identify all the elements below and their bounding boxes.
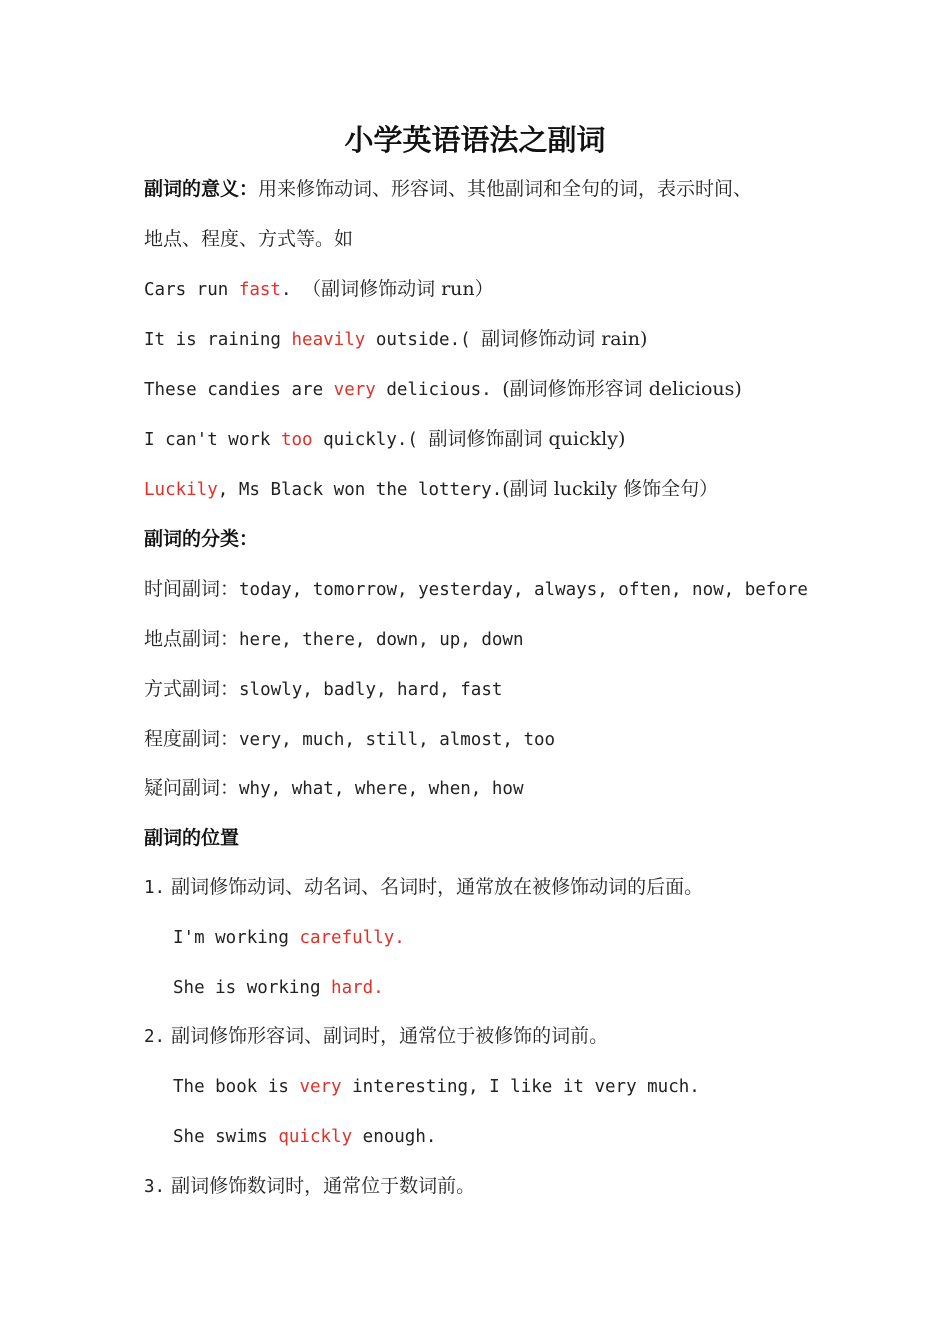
classification-label: 时间副词：	[144, 578, 240, 600]
example-note: 副词修饰副词 quickly)	[428, 428, 626, 450]
position-heading: 副词的位置	[144, 827, 240, 849]
classification-item	[144, 774, 524, 803]
classification-item	[144, 675, 502, 704]
classification-label: 程度副词：	[144, 728, 240, 750]
rule-text: 副词修饰形容词、副词时，通常位于被修饰的词前。	[171, 1025, 609, 1047]
example-before: The book is	[173, 1077, 300, 1097]
example-after: , Ms Black won the lottery.	[217, 480, 503, 500]
example-adverb: very	[299, 1077, 342, 1097]
example-after: interesting, I like it very much.	[341, 1077, 700, 1097]
meaning-line-1	[144, 175, 752, 203]
example-adverb: quickly	[278, 1127, 353, 1147]
classification-item	[144, 575, 808, 604]
rule-2	[144, 1022, 608, 1051]
rule-1	[144, 873, 703, 902]
example-before: Cars run	[144, 280, 239, 300]
classification-label: 疑问副词：	[144, 777, 240, 799]
example-note: 副词修饰动词 rain)	[481, 328, 648, 350]
example-line	[144, 275, 494, 304]
example-adverb: very	[333, 380, 376, 400]
example-note: （副词修饰动词 run）	[302, 278, 494, 300]
classification-heading: 副词的分类：	[144, 528, 259, 550]
classification-words: why, what, where, when, how	[239, 779, 524, 799]
example-adverb: hard.	[331, 978, 384, 998]
example-adverb: fast	[238, 280, 281, 300]
meaning-text-1: 用来修饰动词、形容词、其他副词和全句的词，表示时间、	[258, 178, 753, 200]
meaning-line-2: 地点、程度、方式等。如	[144, 228, 354, 250]
example-before: I can't work	[144, 430, 281, 450]
example-adverb: too	[280, 430, 313, 450]
classification-words: slowly, badly, hard, fast	[239, 680, 503, 700]
rule-text: 副词修饰数词时，通常位于数词前。	[171, 1175, 476, 1197]
example-after: outside.(	[365, 330, 482, 350]
example-after: delicious.	[375, 380, 503, 400]
example-before: I'm working	[173, 928, 300, 948]
classification-words: here, there, down, up, down	[239, 630, 524, 650]
classification-label: 方式副词：	[144, 678, 240, 700]
example-adverb: heavily	[291, 330, 366, 350]
example-after: enough.	[352, 1127, 437, 1147]
classification-item	[144, 725, 555, 754]
classification-label: 地点副词：	[144, 628, 240, 650]
example-line	[144, 325, 647, 354]
example-adverb: Luckily	[144, 480, 218, 500]
rule-example	[173, 1122, 436, 1151]
meaning-heading: 副词的意义：	[144, 178, 259, 200]
example-line	[144, 475, 718, 504]
classification-item	[144, 625, 524, 654]
example-line	[144, 375, 742, 404]
rule-3	[144, 1172, 475, 1201]
example-after: .	[280, 280, 303, 300]
example-adverb: carefully.	[299, 928, 405, 948]
example-note: (副词修饰形容词 delicious)	[502, 378, 742, 400]
rule-number: 2.	[144, 1027, 166, 1047]
rule-example	[173, 973, 384, 1002]
page-title: 小学英语语法之副词	[344, 123, 606, 157]
example-before: She is working	[173, 978, 332, 998]
classification-words: very, much, still, almost, too	[239, 730, 556, 750]
example-before: She swims	[173, 1127, 279, 1147]
example-after: quickly.(	[312, 430, 429, 450]
rule-example	[173, 923, 405, 952]
rule-example	[173, 1072, 700, 1101]
rule-number: 1.	[144, 878, 166, 898]
rule-number: 3.	[144, 1177, 166, 1197]
example-note: (副词 luckily 修饰全句）	[502, 478, 719, 500]
rule-text: 副词修饰动词、动名词、名词时，通常放在被修饰动词的后面。	[171, 876, 704, 898]
classification-words: today, tomorrow, yesterday, always, often, now, before	[239, 580, 808, 600]
example-before: It is raining	[144, 330, 292, 350]
example-line	[144, 425, 625, 454]
example-before: These candies are	[144, 380, 334, 400]
